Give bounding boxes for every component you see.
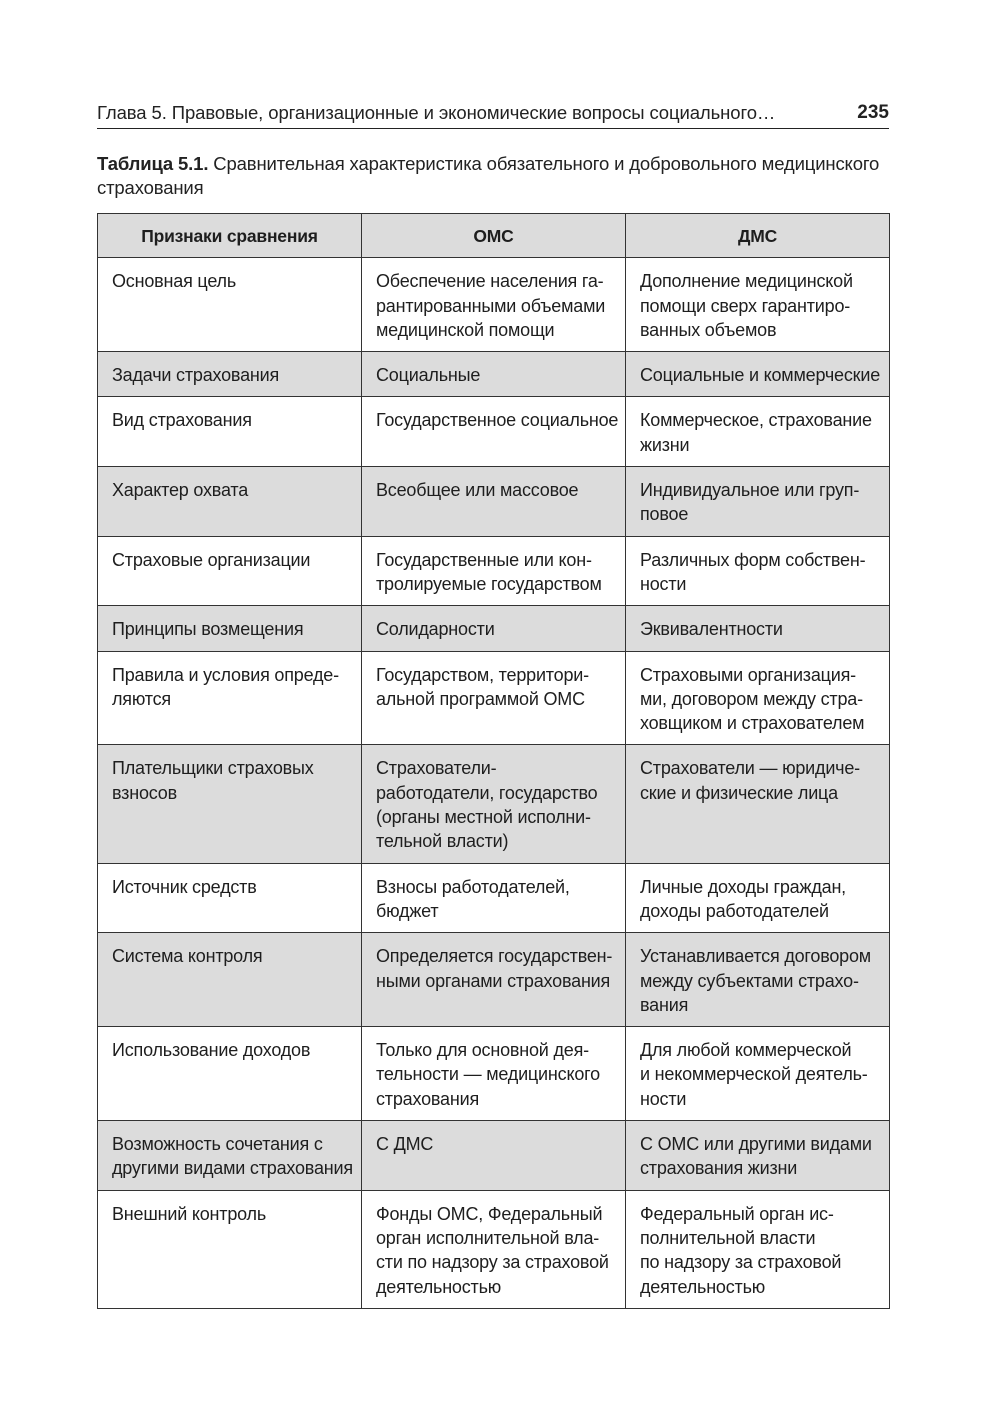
- cell-criteria: [98, 1121, 362, 1191]
- cell-text-line: Государством, территори-: [376, 664, 589, 685]
- cell-text-line: Использование доходов: [112, 1040, 311, 1061]
- cell-text-line: Всеобщее или массовое: [376, 480, 579, 501]
- table-row: [98, 397, 890, 467]
- cell-dms: [626, 606, 890, 651]
- table-header-row: [98, 214, 890, 258]
- page-header: [97, 97, 889, 129]
- table-row: [98, 1121, 890, 1191]
- table-row: [98, 258, 890, 352]
- cell-text-line: ляются: [112, 688, 171, 709]
- cell-text-line: Задачи страхования: [112, 365, 280, 386]
- cell-criteria: [98, 397, 362, 467]
- cell-text-line: Для любой коммерческой: [640, 1040, 852, 1061]
- table-row: [98, 1027, 890, 1121]
- cell-text-line: Социальные и коммерческие: [640, 365, 881, 386]
- cell-oms: [362, 606, 626, 651]
- cell-text-line: ности: [640, 1088, 687, 1109]
- cell-text-line: Страховыми организация-: [640, 664, 856, 685]
- cell-text-line: Государственные или кон-: [376, 549, 592, 570]
- cell-text-line: С ДМС: [376, 1134, 434, 1155]
- cell-oms: [362, 1190, 626, 1308]
- cell-text-line: Взносы работодателей,: [376, 876, 570, 897]
- cell-text-line: Принципы возмещения: [112, 619, 304, 640]
- cell-text-line: между субъектами страхо-: [640, 970, 859, 991]
- cell-text-line: Внешний контроль: [112, 1203, 267, 1224]
- cell-text-line: Страхователи — юридиче-: [640, 758, 860, 779]
- cell-text-line: Источник средств: [112, 876, 257, 897]
- cell-dms: [626, 467, 890, 537]
- cell-dms: [626, 1190, 890, 1308]
- cell-text-line: Личные доходы граждан,: [640, 876, 846, 897]
- caption-label: Таблица 5.1.: [97, 153, 209, 174]
- cell-dms: [626, 1121, 890, 1191]
- cell-oms: [362, 397, 626, 467]
- cell-text-line: полнительной власти: [640, 1227, 816, 1248]
- cell-oms: [362, 467, 626, 537]
- cell-criteria: [98, 606, 362, 651]
- cell-text-line: доходы работодателей: [640, 900, 829, 921]
- cell-text-line: Вид страхования: [112, 410, 252, 431]
- cell-text-line: другими видами страхования: [112, 1158, 353, 1179]
- cell-text-line: бюджет: [376, 900, 439, 921]
- cell-text-line: Государственное социальное: [376, 410, 619, 431]
- cell-text-line: помощи сверх гарантиро-: [640, 295, 851, 316]
- column-header-dms: ДМС: [626, 214, 890, 258]
- cell-text-line: Страхователи-: [376, 758, 497, 779]
- cell-text-line: повое: [640, 504, 689, 525]
- table-row: [98, 352, 890, 397]
- cell-dms: [626, 397, 890, 467]
- cell-text-line: альной программой ОМС: [376, 688, 585, 709]
- cell-text-line: ными органами страхования: [376, 970, 611, 991]
- comparison-table: [97, 213, 890, 1309]
- cell-text-line: ские и физические лица: [640, 782, 838, 803]
- cell-text-line: жизни: [640, 434, 690, 455]
- table-row: [98, 606, 890, 651]
- cell-text-line: С ОМС или другими видами: [640, 1134, 872, 1155]
- cell-text-line: Определяется государствен-: [376, 946, 613, 967]
- cell-text-line: Различных форм собствен-: [640, 549, 866, 570]
- cell-dms: [626, 536, 890, 606]
- column-header-oms: ОМС: [362, 214, 626, 258]
- running-title: Глава 5. Правовые, организационные и экономические вопросы социального…: [97, 102, 776, 123]
- cell-text-line: Только для основной дея-: [376, 1040, 589, 1061]
- cell-oms: [362, 536, 626, 606]
- page-number: 235: [857, 102, 889, 123]
- cell-oms: [362, 258, 626, 352]
- table-row: [98, 863, 890, 933]
- table-row: [98, 933, 890, 1027]
- cell-text-line: орган исполнительной вла-: [376, 1227, 600, 1248]
- cell-text-line: ности: [640, 573, 687, 594]
- table-row: [98, 745, 890, 863]
- cell-criteria: [98, 536, 362, 606]
- cell-dms: [626, 1027, 890, 1121]
- table-row: [98, 651, 890, 745]
- cell-text-line: Солидарности: [376, 619, 495, 640]
- cell-oms: [362, 1121, 626, 1191]
- cell-text-line: Фонды ОМС, Федеральный: [376, 1203, 603, 1224]
- cell-text-line: Федеральный орган ис-: [640, 1203, 834, 1224]
- cell-criteria: [98, 467, 362, 537]
- cell-text-line: Система контроля: [112, 946, 263, 967]
- cell-criteria: [98, 863, 362, 933]
- cell-text-line: Социальные: [376, 365, 481, 386]
- table-caption: [97, 152, 889, 200]
- cell-text-line: Обеспечение населения га-: [376, 271, 604, 292]
- cell-dms: [626, 352, 890, 397]
- column-header-criteria: Признаки сравнения: [98, 214, 362, 258]
- cell-criteria: [98, 352, 362, 397]
- cell-text-line: деятельностью: [376, 1276, 502, 1297]
- cell-text-line: тельности — медицинского: [376, 1064, 600, 1085]
- cell-text-line: Дополнение медицинской: [640, 271, 853, 292]
- table-body: [98, 258, 890, 1309]
- cell-text-line: Основная цель: [112, 271, 237, 292]
- cell-text-line: ховщиком и страхователем: [640, 713, 865, 734]
- cell-text-line: Плательщики страховых: [112, 758, 314, 779]
- cell-criteria: [98, 258, 362, 352]
- cell-text-line: ми, договором между стра-: [640, 688, 863, 709]
- cell-oms: [362, 863, 626, 933]
- cell-text-line: ванных объемов: [640, 319, 777, 340]
- cell-text-line: сти по надзору за страховой: [376, 1252, 609, 1273]
- cell-oms: [362, 745, 626, 863]
- cell-dms: [626, 745, 890, 863]
- cell-text-line: работодатели, государство: [376, 782, 598, 803]
- cell-dms: [626, 651, 890, 745]
- table-row: [98, 536, 890, 606]
- cell-text-line: деятельностью: [640, 1276, 766, 1297]
- cell-criteria: [98, 1027, 362, 1121]
- cell-text-line: (органы местной исполни-: [376, 807, 591, 828]
- table-row: [98, 1190, 890, 1308]
- cell-text-line: вания: [640, 994, 689, 1015]
- cell-text-line: взносов: [112, 782, 177, 803]
- cell-criteria: [98, 933, 362, 1027]
- cell-text-line: Устанавливается договором: [640, 946, 871, 967]
- cell-text-line: по надзору за страховой: [640, 1252, 842, 1273]
- cell-oms: [362, 1027, 626, 1121]
- cell-criteria: [98, 651, 362, 745]
- cell-text-line: Коммерческое, страхование: [640, 410, 872, 431]
- cell-dms: [626, 863, 890, 933]
- cell-text-line: Индивидуальное или груп-: [640, 480, 860, 501]
- cell-dms: [626, 933, 890, 1027]
- cell-text-line: Страховые организации: [112, 549, 311, 570]
- cell-criteria: [98, 1190, 362, 1308]
- cell-text-line: тельной власти): [376, 831, 509, 852]
- cell-text-line: страхования жизни: [640, 1158, 798, 1179]
- cell-dms: [626, 258, 890, 352]
- cell-oms: [362, 352, 626, 397]
- cell-text-line: и некоммерческой деятель-: [640, 1064, 868, 1085]
- cell-text-line: Эквивалентности: [640, 619, 783, 640]
- caption-text: Сравнительная характеристика обязательного и добровольного медицинского страхования: [97, 153, 880, 198]
- cell-text-line: тролируемые государством: [376, 573, 602, 594]
- cell-text-line: Правила и условия опреде-: [112, 664, 339, 685]
- cell-oms: [362, 651, 626, 745]
- cell-criteria: [98, 745, 362, 863]
- cell-text-line: страхования: [376, 1088, 479, 1109]
- cell-text-line: Характер охвата: [112, 480, 249, 501]
- cell-oms: [362, 933, 626, 1027]
- table-row: [98, 467, 890, 537]
- cell-text-line: медицинской помощи: [376, 319, 555, 340]
- cell-text-line: рантированными объемами: [376, 295, 606, 316]
- cell-text-line: Возможность сочетания с: [112, 1134, 323, 1155]
